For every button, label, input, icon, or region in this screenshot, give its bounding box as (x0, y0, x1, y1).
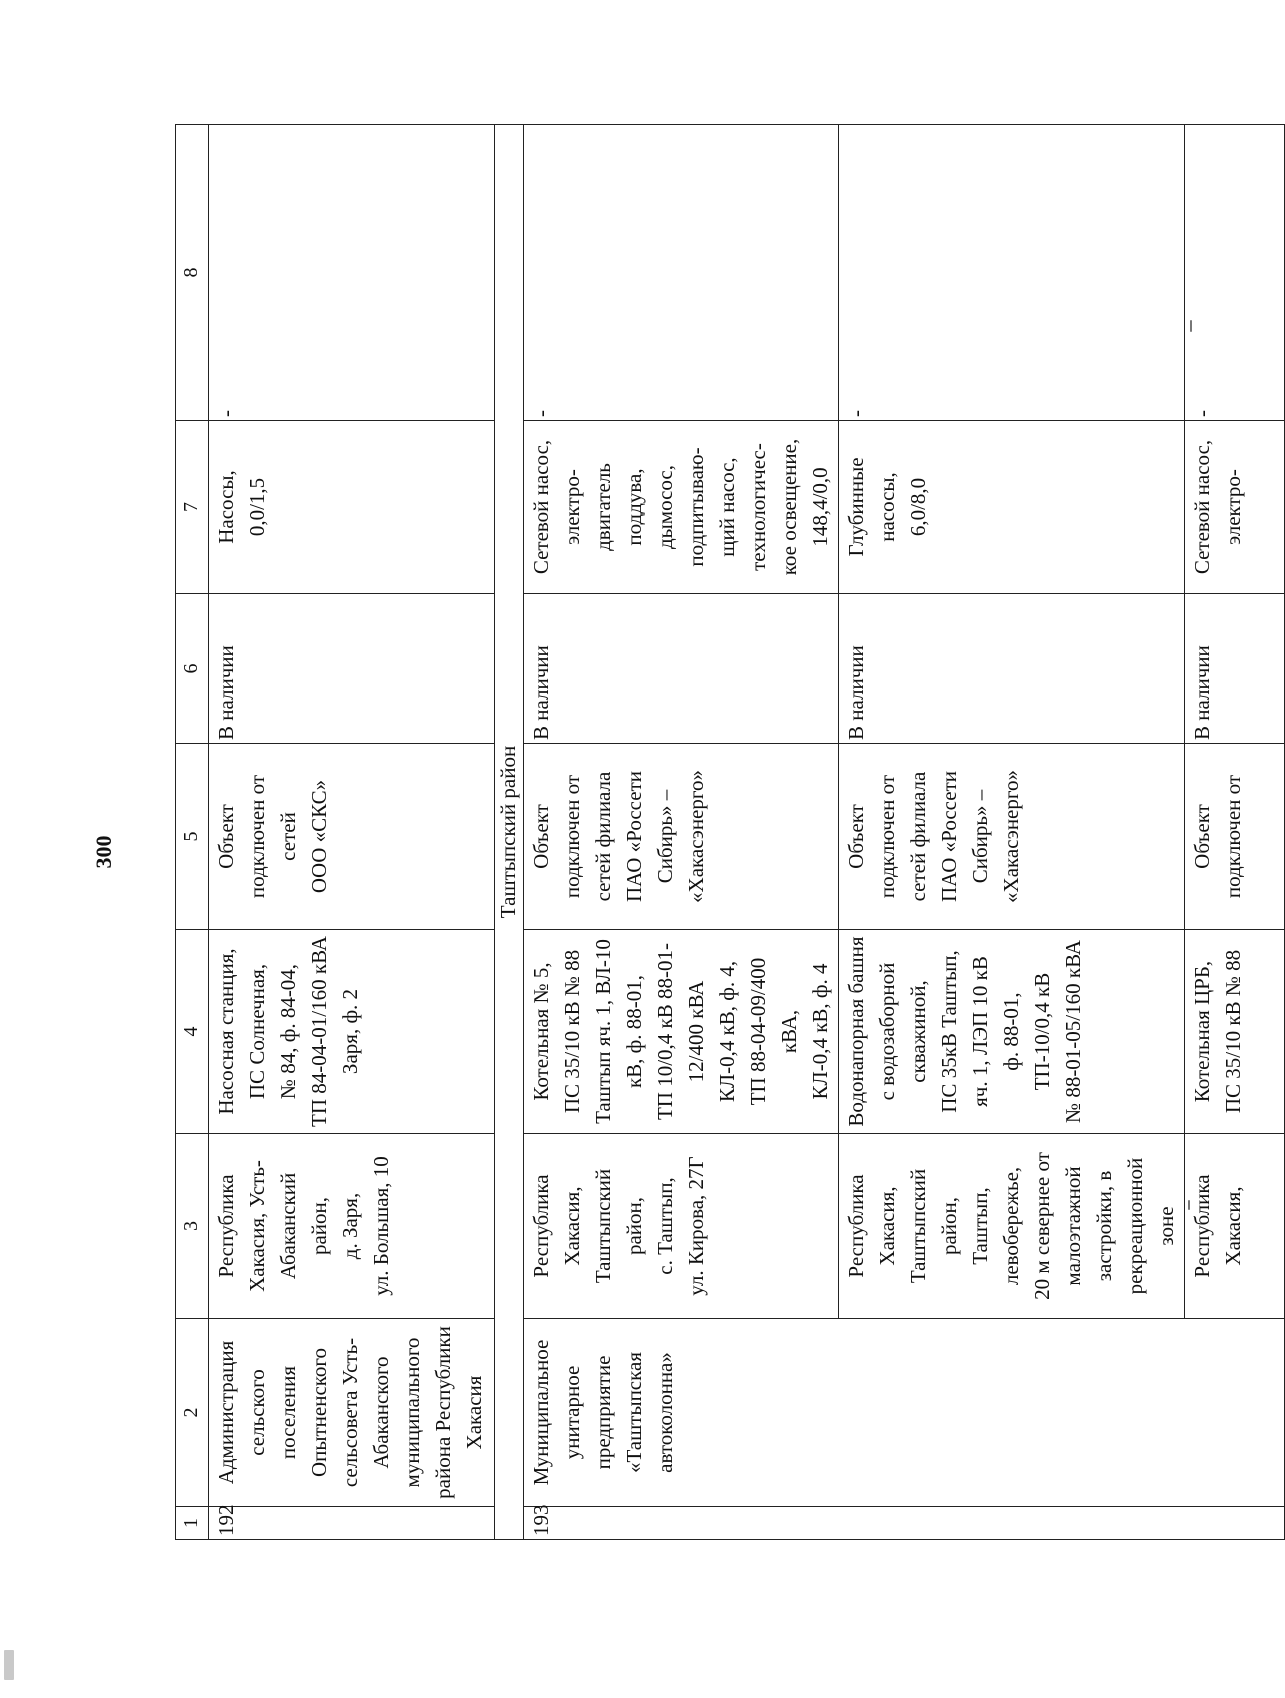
page-number (92, 832, 116, 872)
address-cell: Республика Хакасия, Усть- Абаканский район, д. Заря, ул. Большая, 10 (209, 1134, 495, 1319)
table-row-192 (209, 125, 495, 1540)
row-number-cell: 193 (524, 1507, 1285, 1540)
table-row-193 (524, 125, 839, 1540)
header-cell: 5 (176, 744, 209, 930)
scan-speck (1188, 1200, 1190, 1210)
rotated-table-container (175, 125, 1245, 1540)
scan-speck (4, 1650, 14, 1680)
header-cell: 1 (176, 1507, 209, 1540)
address-cell: Республика Хакасия, Таштыпский район, с. Таштып, ул. Кирова, 27Г (524, 1134, 839, 1319)
facility-cell: Водонапорная башня с водозаборной скважиной, ПС 35кВ Таштып, яч. 1, ЛЭП 10 кВ ф. 88-01, ТП-10/0,4 кВ № 88-01-05/160 кВА (839, 930, 1185, 1134)
address-cell: Республика Хакасия, Таштыпский район, Таштып, левобережье, 20 м севернее от малоэтажной застройки, в рекреационной зоне (839, 1134, 1185, 1319)
organization-cell: Администрация сельского поселения Опытненского сельсовета Усть- Абаканского муниципального района Республики Хакасия (209, 1319, 495, 1507)
note-cell: - (1185, 125, 1285, 421)
district-heading: Таштыпский район (495, 125, 524, 1540)
organization-cell: Муниципальное унитарное предприятие «Таштыпская автоколонна» (524, 1319, 1285, 1507)
connection-cell: Объект подключен от сетей филиала ПАО «Россети Сибирь» – «Хакасэнерго» (524, 744, 839, 930)
header-cell: 8 (176, 125, 209, 421)
availability-cell: В наличии (839, 594, 1185, 744)
page-number-text: 300 (91, 835, 116, 869)
facility-cell: Котельная № 5, ПС 35/10 кВ № 88 Таштып яч. 1, ВЛ-10 кВ, ф. 88-01, ТП 10/0,4 кВ 88-01- 12/400 кВА КЛ-0,4 кВ, ф. 4, ТП 88-04-09/400 кВА, КЛ-0,4 кВ, ф. 4 (524, 930, 839, 1134)
header-cell: 6 (176, 594, 209, 744)
note-cell: - (524, 125, 839, 421)
infrastructure-table (175, 124, 1285, 1540)
facility-cell: Котельная ЦРБ, ПС 35/10 кВ № 88 (1185, 930, 1285, 1134)
note-cell: - (209, 125, 495, 421)
facility-cell: Насосная станция, ПС Солнечная, № 84, ф. 84-04, ТП 84-04-01/160 кВА Заря, ф. 2 (209, 930, 495, 1134)
header-cell: 3 (176, 1134, 209, 1319)
availability-cell: В наличии (209, 594, 495, 744)
header-cell: 2 (176, 1319, 209, 1507)
district-row (495, 125, 524, 1540)
connection-cell: Объект подключен от (1185, 744, 1285, 930)
connection-cell: Объект подключен от сетей ООО «СКС» (209, 744, 495, 930)
availability-cell: В наличии (524, 594, 839, 744)
equipment-cell: Глубинные насосы, 6,0/8,0 (839, 421, 1185, 594)
column-number-header-row (176, 125, 209, 1540)
equipment-cell: Насосы, 0,0/1,5 (209, 421, 495, 594)
connection-cell: Объект подключен от сетей филиала ПАО «Россети Сибирь» – «Хакасэнерго» (839, 744, 1185, 930)
table-viewport (175, 125, 1245, 1540)
note-cell: - (839, 125, 1185, 421)
address-cell: Республика Хакасия, (1185, 1134, 1285, 1319)
availability-cell: В наличии (1185, 594, 1285, 744)
row-number-cell: 192 (209, 1507, 495, 1540)
equipment-cell: Сетевой насос, электро- (1185, 421, 1285, 594)
scan-speck (1190, 320, 1192, 332)
equipment-cell: Сетевой насос, электро- двигатель поддува, дымосос, подпитываю- щий насос, технологичес- кое освещение, 148,4/0,0 (524, 421, 839, 594)
header-cell: 4 (176, 930, 209, 1134)
header-cell: 7 (176, 421, 209, 594)
